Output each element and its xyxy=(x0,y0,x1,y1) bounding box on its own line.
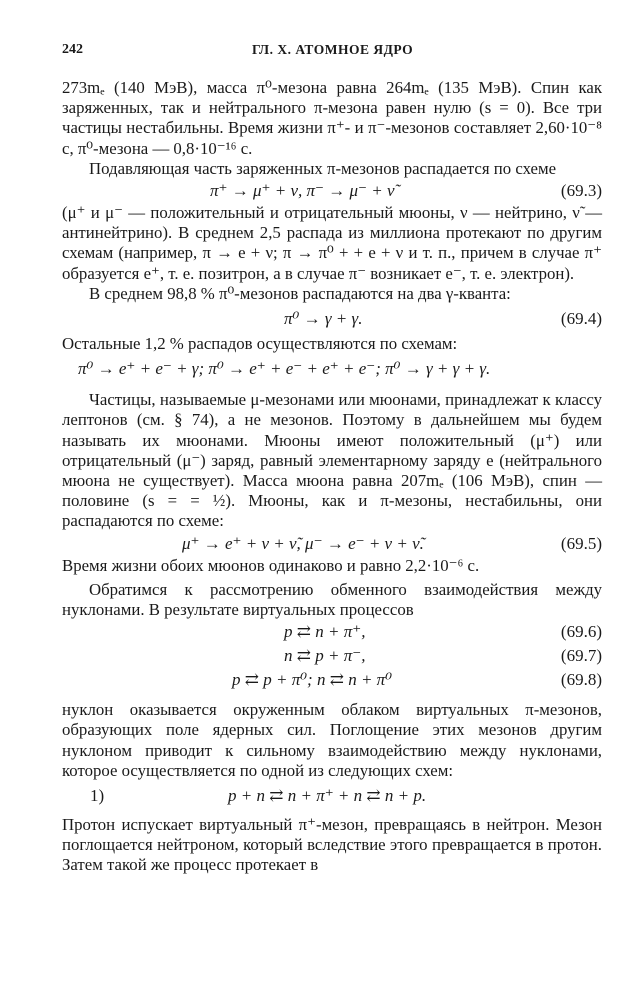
paragraph-3: (μ⁺ и μ⁻ — положительный и отрицательный мюоны, ν — нейтрино, ν̃ — антинейтрино). В среднем 2,5 распада из миллиона протекают по другим схемам (например, π → e + ν; π → π⁰ + + e + ν и т. п., причем в случае π⁺ образуется e⁺, т. е. позитрон, а в случае π⁻ возникает e⁻, т. е. электрон). xyxy=(62,203,602,283)
paragraph-9: нуклон оказывается окруженным облаком виртуальных π-мезонов, образующих поле ядерных сил. Поглощение этих мезонов другим нуклоном приводит к сильному взаимодействию между нуклонами, которое осуществляется по одной из следующих схем: xyxy=(62,700,602,780)
scheme-1-label: 1) xyxy=(90,786,105,806)
equation-69-7 xyxy=(62,644,602,668)
page xyxy=(62,42,602,876)
equation-69-8-number: (69.8) xyxy=(560,670,602,690)
paragraph-5: Остальные 1,2 % распадов осуществляются по схемам: xyxy=(62,334,458,354)
paragraph-1: 273mₑ (140 МэВ), масса π⁰-мезона равна 264mₑ (135 МэВ). Спин как заряженных, так и нейтрального π-мезона равен нулю (s = 0). Все три частицы нестабильны. Время жизни π⁺- и π⁻-мезонов составляет 2,60·10⁻⁸ с, π⁰-мезона — 0,8·10⁻¹⁶ с. xyxy=(62,78,602,158)
paragraph-10: Протон испускает виртуальный π⁺-мезон, превращаясь в нейтрон. Мезон поглощается нейтроном, который вследствие этого превращается в протон. Затем такой же процесс протекает в xyxy=(62,815,602,875)
paragraph-2: Подавляющая часть заряженных π-мезонов распадается по схеме xyxy=(89,158,557,178)
equation-69-5-formula: μ⁺ → e⁺ + ν + ν̃, μ⁻ → e⁻ + ν + ν̃. xyxy=(182,533,424,553)
scheme-1 xyxy=(62,781,602,815)
equation-69-7-number: (69.7) xyxy=(560,646,602,666)
paragraph-6: Частицы, называемые μ-мезонами или мюонами, принадлежат к классу лептонов (см. § 74), а не мезонов. Поэтому в дальнейшем мы будем называть их мюонами. Мюоны имеют положительный (μ⁺) или отрицательный (μ⁻) заряд, равный элементарному заряду e (нейтрального мюона не существует). Масса мюона равна 207mₑ (106 МэВ), спин — половине (s = = ½). Мюоны, как и π-мезоны, нестабильны, они распадаются по схеме: xyxy=(62,390,602,531)
equation-69-3-number: (69.3) xyxy=(560,181,602,201)
equation-69-3-formula: π⁺ → μ⁺ + ν, π⁻ → μ⁻ + ν̃ xyxy=(210,181,395,201)
equation-69-5 xyxy=(62,532,602,556)
equation-69-4 xyxy=(62,304,602,334)
scheme-1-formula: p + n ⇄ n + π⁺ + n ⇄ n + p. xyxy=(228,786,427,806)
paragraph-4: В среднем 98,8 % π⁰-мезонов распадаются на два γ-кванта: xyxy=(89,283,511,303)
equation-69-8-formula: p ⇄ p + π⁰; n ⇄ n + π⁰ xyxy=(232,670,393,690)
equation-69-6-formula: p ⇄ n + π⁺, xyxy=(284,622,366,642)
equation-pi0-schemes xyxy=(62,354,602,384)
equation-69-8 xyxy=(62,668,602,692)
equation-69-4-number: (69.4) xyxy=(560,309,602,329)
equation-69-6-number: (69.6) xyxy=(560,622,602,642)
equation-69-7-formula: n ⇄ p + π⁻, xyxy=(284,646,366,666)
equation-69-3 xyxy=(62,179,602,203)
equation-69-6 xyxy=(62,620,602,644)
equation-pi0-schemes-formula: π⁰ → e⁺ + e⁻ + γ; π⁰ → e⁺ + e⁻ + e⁺ + e⁻; π⁰ → γ + γ + γ. xyxy=(78,359,491,379)
chapter-title: ГЛ. X. АТОМНОЕ ЯДРО xyxy=(252,42,414,57)
page-number: 242 xyxy=(62,42,83,57)
paragraph-7: Время жизни обоих мюонов одинаково и равно 2,2·10⁻⁶ с. xyxy=(62,555,480,575)
equation-69-4-formula: π⁰ → γ + γ. xyxy=(284,309,363,329)
page-header xyxy=(62,42,602,64)
equation-69-5-number: (69.5) xyxy=(560,533,602,553)
paragraph-8: Обратимся к рассмотрению обменного взаимодействия между нуклонами. В результате виртуальных процессов xyxy=(62,579,602,620)
